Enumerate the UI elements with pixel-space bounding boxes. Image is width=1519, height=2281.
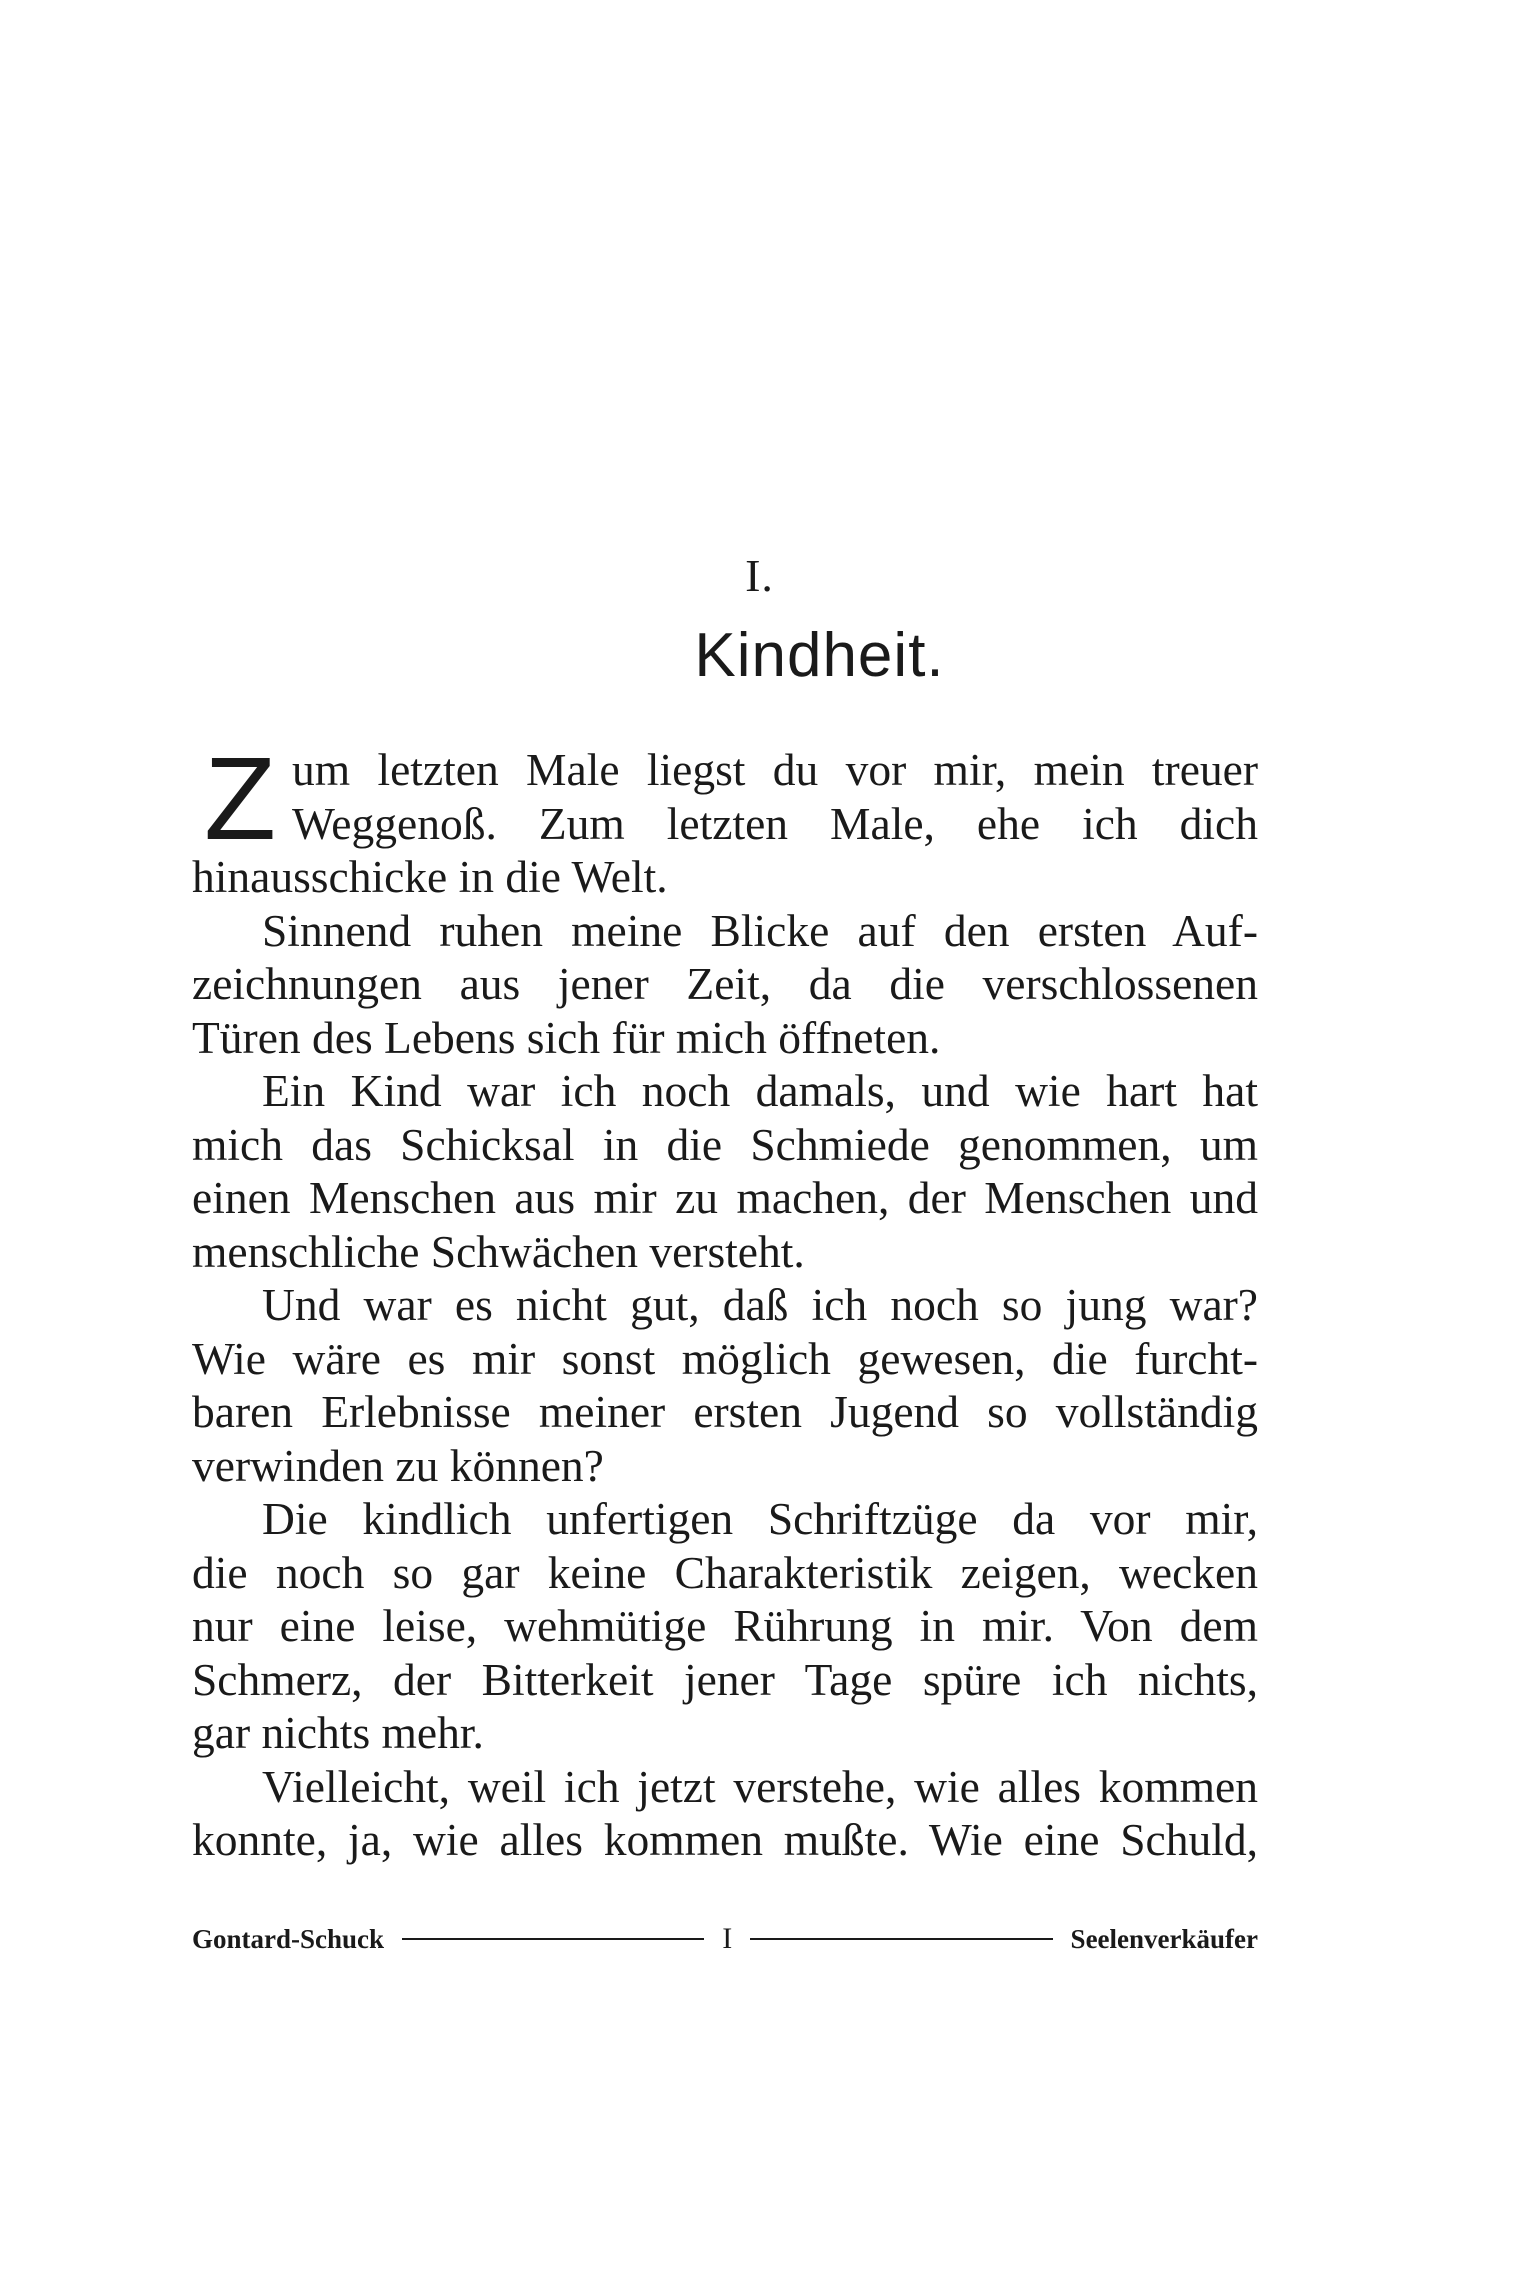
text-line: mich das Schicksal in die Schmiede genommen, um [192, 1118, 1258, 1170]
text-line: Türen des Lebens sich für mich öffneten. [192, 1011, 941, 1063]
text-line: Weggenoß. Zum letzten Male, ehe ich dich [292, 797, 1258, 849]
text-line: Vielleicht, weil ich jetzt verstehe, wie alles kommen [262, 1760, 1258, 1812]
footer-signature: I [722, 1922, 733, 1955]
text-line: Und war es nicht gut, daß ich noch so jung war? [262, 1279, 1258, 1330]
text-line: Sinnend ruhen meine Blicke auf den ersten Auf- [262, 904, 1258, 956]
chapter-number: I. [745, 550, 774, 601]
footer-author: Gontard-Schuck [192, 1923, 385, 1954]
text-line: baren Erlebnisse meiner ersten Jugend so vollständig [192, 1386, 1258, 1437]
text-line: zeichnungen aus jener Zeit, da die verschlossenen [192, 958, 1258, 1009]
footer-short-title: Seelenverkäufer [1070, 1923, 1258, 1954]
text-line: menschliche Schwächen versteht. [192, 1225, 805, 1277]
text-line: konnte, ja, wie alles kommen mußte. Wie eine Schuld, [192, 1814, 1258, 1865]
chapter-title: Kindheit. [694, 621, 945, 690]
text-line: um letzten Male liegst du vor mir, mein treuer [292, 744, 1258, 795]
text-line: Ein Kind war ich noch damals, und wie hart hat [262, 1065, 1258, 1116]
page-footer [192, 1919, 1258, 1959]
footer-rule-left [402, 1938, 704, 1940]
drop-cap: Z [204, 733, 277, 865]
text-line: gar nichts mehr. [192, 1707, 484, 1758]
text-line: nur eine leise, wehmütige Rührung in mir. Von dem [192, 1600, 1258, 1651]
text-line: Schmerz, der Bitterkeit jener Tage spüre ich nichts, [192, 1653, 1258, 1705]
text-line: einen Menschen aus mir zu machen, der Menschen und [192, 1172, 1258, 1223]
text-line: verwinden zu können? [192, 1439, 604, 1491]
footer-rule-right [750, 1938, 1052, 1940]
body-text [192, 733, 1258, 1867]
text-line: hinausschicke in die Welt. [192, 851, 668, 902]
text-line: Die kindlich unfertigen Schriftzüge da vor mir, [262, 1493, 1258, 1544]
text-line: die noch so gar keine Charakteristik zeigen, wecken [192, 1546, 1258, 1598]
text-line: Wie wäre es mir sonst möglich gewesen, die furcht- [192, 1332, 1258, 1384]
